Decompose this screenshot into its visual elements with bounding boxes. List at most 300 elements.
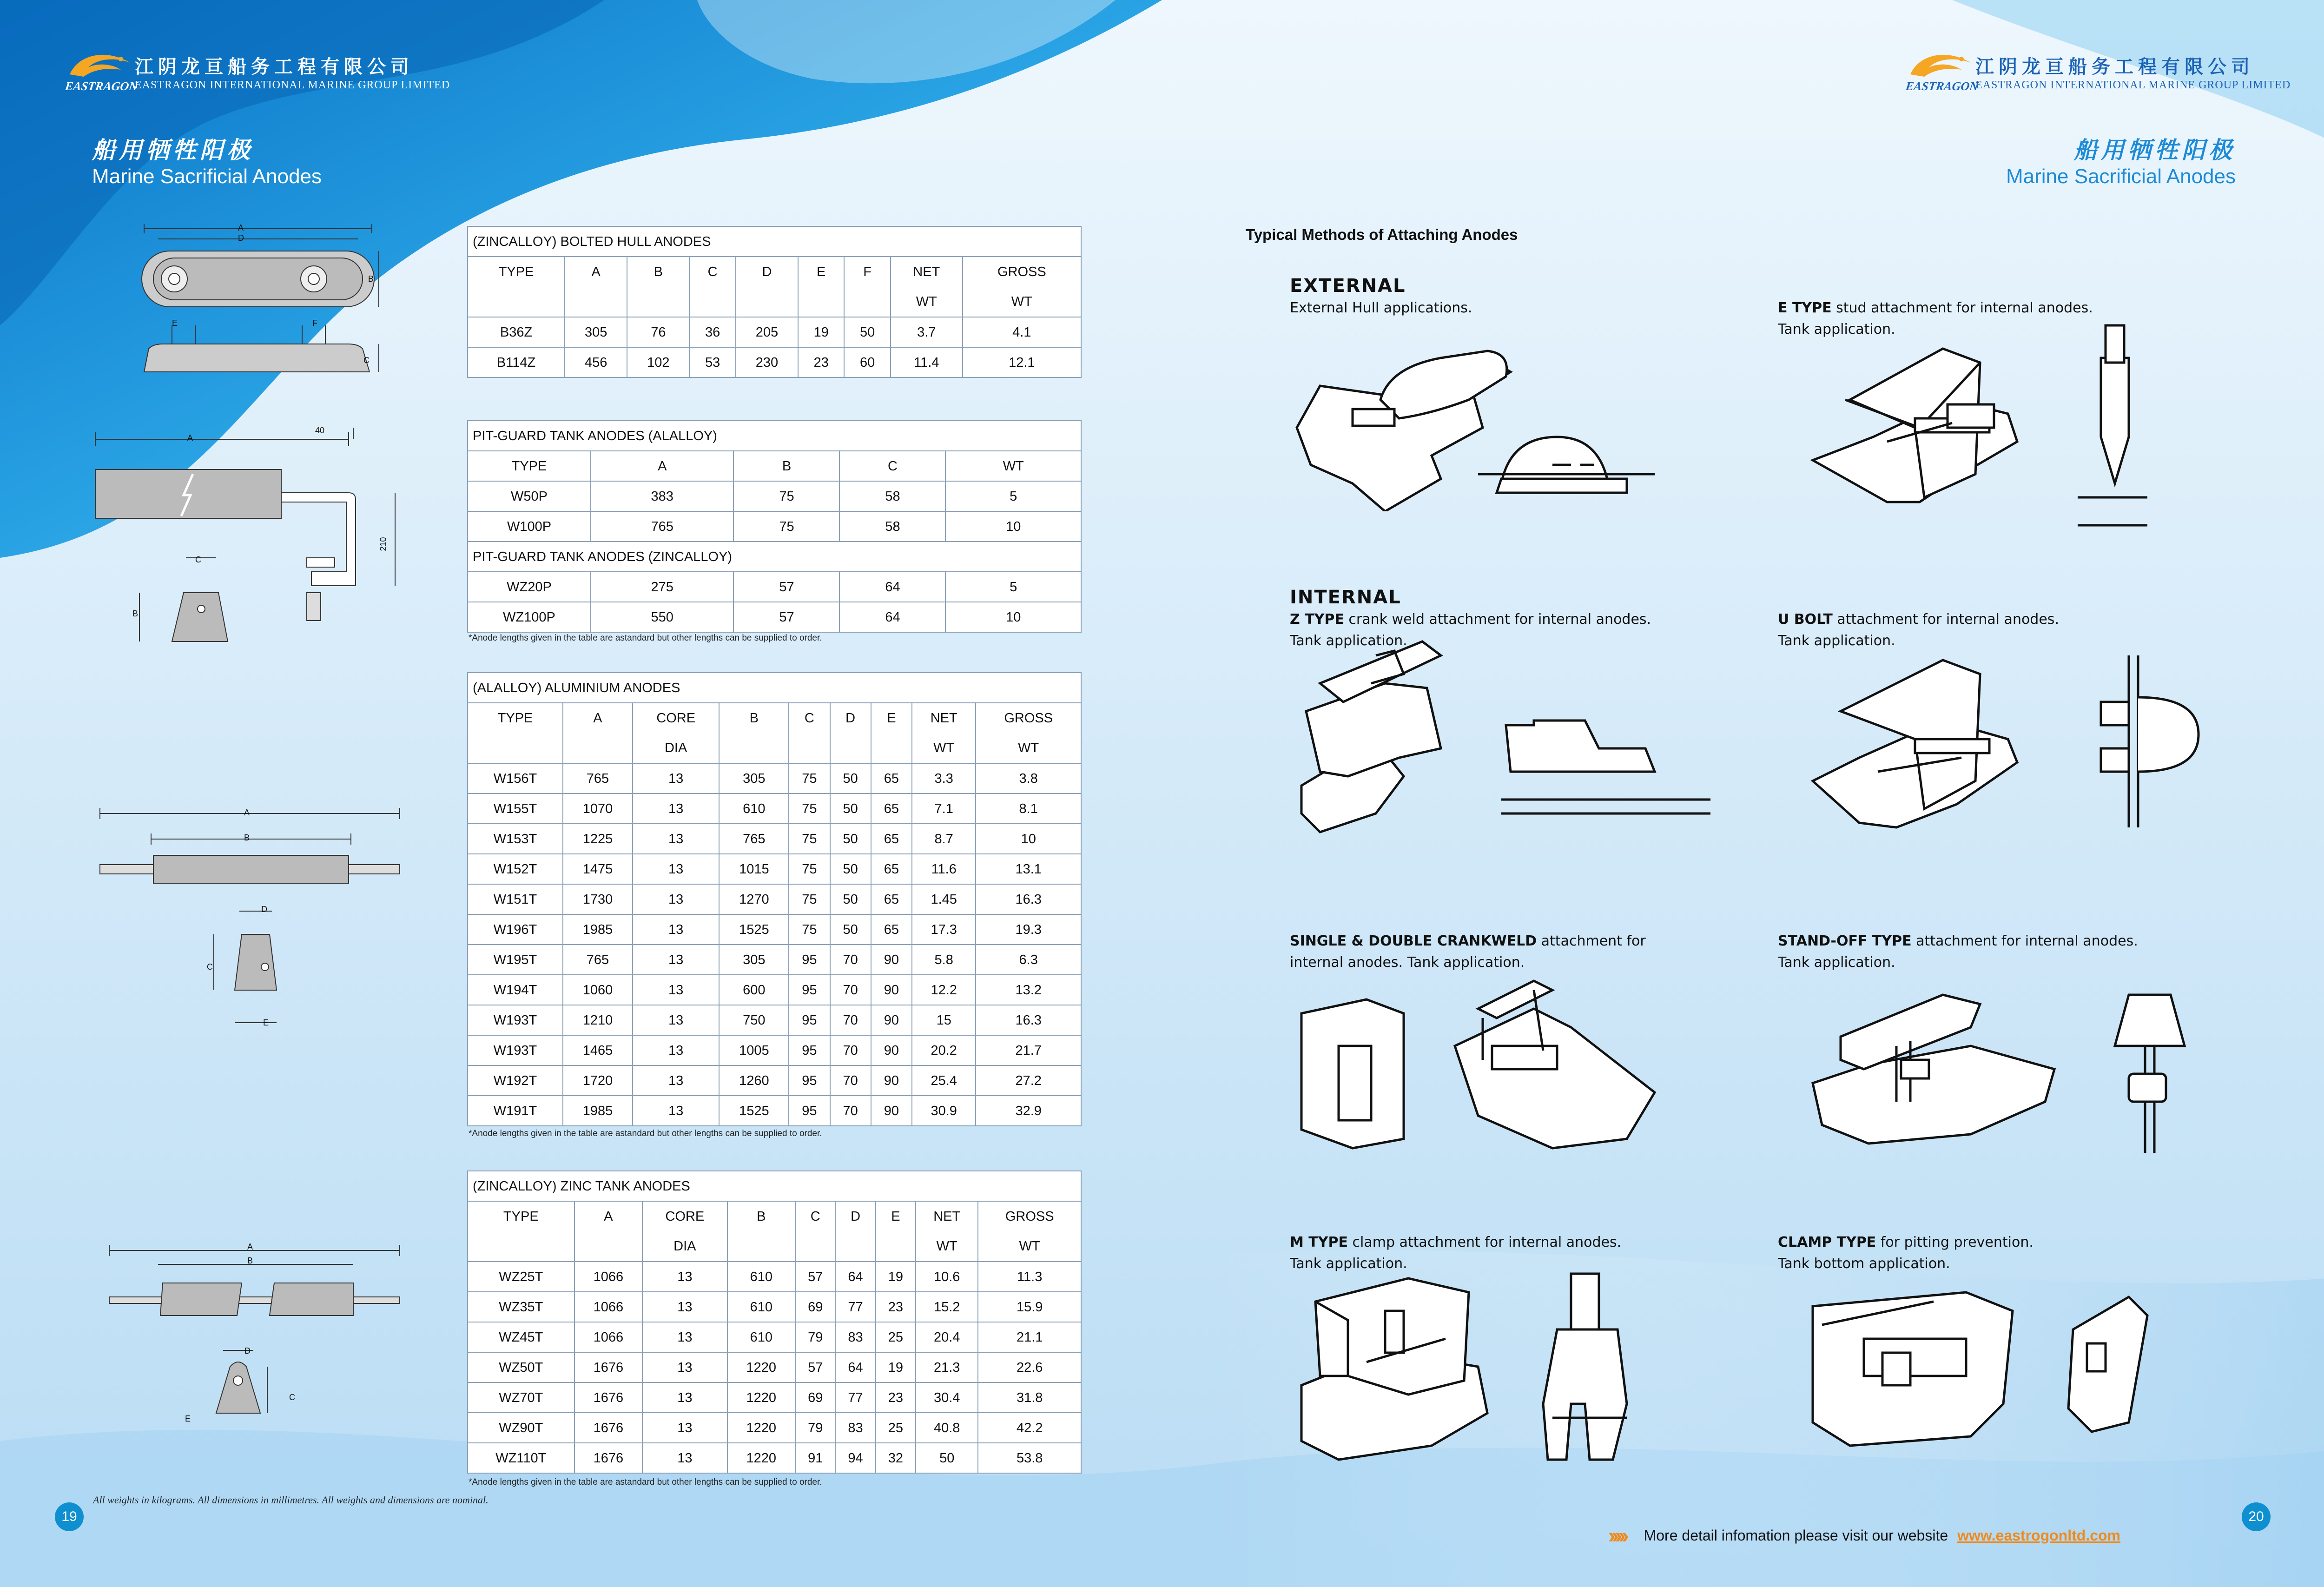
table-cell: 53 — [689, 347, 735, 377]
table-cell: WZ70T — [468, 1382, 574, 1413]
table-cell: 13 — [642, 1352, 727, 1382]
page-number-19: 19 — [49, 1496, 90, 1537]
table-row — [468, 1382, 1081, 1413]
table-cell: 25.4 — [912, 1065, 976, 1096]
dim-label-c: C — [363, 356, 370, 365]
table-title: (ZINCALLOY) ZINC TANK ANODES — [468, 1171, 1081, 1201]
column-header: NET — [891, 257, 963, 287]
website-link[interactable]: www.eastrogonltd.com — [1957, 1527, 2120, 1544]
table-cell: W152T — [468, 854, 563, 884]
dim-label-d-zn: D — [244, 1346, 251, 1356]
table-cell: 32.9 — [976, 1096, 1081, 1126]
column-header-sub — [795, 1231, 835, 1262]
column-header: B — [727, 1201, 796, 1231]
table-cell: 25 — [876, 1322, 916, 1352]
column-header: C — [839, 451, 945, 481]
dim-label-a: A — [238, 223, 244, 232]
table-cell: 50 — [830, 854, 871, 884]
table-cell: WZ100P — [468, 602, 591, 632]
column-header: NET — [916, 1201, 978, 1231]
column-header-sub — [627, 287, 689, 317]
table-cell: 600 — [719, 975, 789, 1005]
table-cell: 3.3 — [912, 763, 976, 794]
table-cell: 91 — [795, 1443, 835, 1473]
table-cell: 60 — [844, 347, 890, 377]
table-cell: 65 — [871, 794, 912, 824]
ubolt-illustration — [1803, 641, 2268, 855]
column-header-sub: DIA — [633, 733, 720, 763]
table-cell: 610 — [727, 1262, 796, 1292]
dim-label-c-zn: C — [289, 1393, 295, 1402]
table-cell: 65 — [871, 824, 912, 854]
column-header: E — [871, 703, 912, 733]
table-cell: 21.7 — [976, 1035, 1081, 1065]
table-header-row — [468, 451, 1081, 481]
left-page-title — [92, 136, 322, 189]
table-row — [468, 481, 1081, 511]
table-cell: 95 — [789, 945, 830, 975]
aluminium-anodes-table — [467, 672, 1082, 1126]
column-header: C — [795, 1201, 835, 1231]
table-row — [468, 1035, 1081, 1065]
table-cell: 1985 — [563, 1096, 633, 1126]
table-cell: 77 — [835, 1382, 875, 1413]
table-cell: 95 — [789, 1096, 830, 1126]
table-cell: 230 — [736, 347, 798, 377]
table-cell: 15 — [912, 1005, 976, 1035]
table-cell: 31.8 — [978, 1382, 1081, 1413]
table-cell: W192T — [468, 1065, 563, 1096]
column-header-sub: WT — [963, 287, 1081, 317]
table-cell: 12.2 — [912, 975, 976, 1005]
table-cell: 57 — [795, 1262, 835, 1292]
left-logo — [65, 46, 474, 102]
table-cell: 1270 — [719, 884, 789, 914]
table-cell: W151T — [468, 884, 563, 914]
table-cell: 69 — [795, 1382, 835, 1413]
table-cell: 13.2 — [976, 975, 1081, 1005]
page-number-20: 20 — [2236, 1496, 2277, 1537]
column-header: A — [565, 257, 627, 287]
table-cell: 7.1 — [912, 794, 976, 824]
table-cell: 1465 — [563, 1035, 633, 1065]
table-row — [468, 572, 1081, 602]
table-cell: 20.2 — [912, 1035, 976, 1065]
table-cell: 1676 — [574, 1352, 643, 1382]
table-cell: 550 — [591, 602, 733, 632]
column-header: GROSS — [976, 703, 1081, 733]
column-header: B — [733, 451, 839, 481]
table-cell: 1066 — [574, 1262, 643, 1292]
table-cell: 75 — [789, 824, 830, 854]
table-cell: 90 — [871, 1005, 912, 1035]
table-cell: 11.4 — [891, 347, 963, 377]
table-cell: 383 — [591, 481, 733, 511]
dim-label-e-al: E — [263, 1018, 269, 1027]
table-row — [468, 1292, 1081, 1322]
table-row — [468, 945, 1081, 975]
table-cell: 13 — [633, 854, 720, 884]
table-cell: 19 — [876, 1352, 916, 1382]
table-cell: 58 — [839, 511, 945, 542]
column-header: E — [876, 1201, 916, 1231]
table-cell: 1730 — [563, 884, 633, 914]
column-header-sub — [565, 287, 627, 317]
table-cell: 21.1 — [978, 1322, 1081, 1352]
table-cell: 21.3 — [916, 1352, 978, 1382]
table-row — [468, 1443, 1081, 1473]
table-cell: 13 — [642, 1292, 727, 1322]
dim-label-b-pit: B — [132, 609, 139, 618]
column-header-sub — [876, 1231, 916, 1262]
zinc-anode-drawing — [102, 1237, 409, 1441]
table-cell: 15.2 — [916, 1292, 978, 1322]
table-cell: 90 — [871, 1065, 912, 1096]
table-cell: 17.3 — [912, 914, 976, 945]
company-name-en: EASTRAGON INTERNATIONAL MARINE GROUP LIMITED — [135, 79, 450, 91]
column-header: GROSS — [978, 1201, 1081, 1231]
table-cell: 58 — [839, 481, 945, 511]
right-title-cn: 船用牺牲阳极 — [2074, 136, 2236, 164]
table-row — [468, 511, 1081, 542]
table-cell: 90 — [871, 1035, 912, 1065]
column-header: F — [844, 257, 890, 287]
column-header-sub — [468, 1231, 574, 1262]
bolted-hull-anode-drawing — [125, 218, 386, 386]
column-header: TYPE — [468, 451, 591, 481]
pit-guard-table — [467, 420, 1082, 633]
table-cell: 11.6 — [912, 854, 976, 884]
column-header: E — [798, 257, 844, 287]
table-cell: 8.7 — [912, 824, 976, 854]
table-cell: 30.9 — [912, 1096, 976, 1126]
aluminium-anode-drawing — [93, 804, 409, 1037]
column-header: GROSS — [963, 257, 1081, 287]
table-header-row — [468, 257, 1081, 287]
column-header-sub: WT — [916, 1231, 978, 1262]
table-row — [468, 794, 1081, 824]
table-cell: 40.8 — [916, 1413, 978, 1443]
table-cell: 95 — [789, 1035, 830, 1065]
table-cell: WZ20P — [468, 572, 591, 602]
table-row — [468, 763, 1081, 794]
table-cell: 50 — [830, 914, 871, 945]
ztype-crankweld-illustration — [1292, 637, 1757, 841]
column-header-sub — [736, 287, 798, 317]
table-cell: 23 — [876, 1382, 916, 1413]
table-caption-row — [468, 226, 1081, 257]
table-cell: 64 — [835, 1262, 875, 1292]
table-cell: 57 — [733, 572, 839, 602]
dim-label-a-pit: A — [187, 433, 193, 443]
table-cell: 1220 — [727, 1413, 796, 1443]
table-cell: 13 — [633, 975, 720, 1005]
table-row — [468, 1005, 1081, 1035]
website-text: More detail infomation please visit our website — [1644, 1527, 1948, 1544]
table-cell: 13 — [633, 884, 720, 914]
pit-guard-note: *Anode lengths given in the table are astandard but other lengths can be supplied to order. — [469, 633, 822, 643]
table-row — [468, 975, 1081, 1005]
mtype-label: M TYPE clamp attachment for internal anodes. Tank application. — [1290, 1234, 1622, 1272]
company-name-cn: 江阴龙亘船务工程有限公司 — [135, 56, 414, 78]
clamp-type-illustration — [1803, 1269, 2268, 1464]
website-line — [1608, 1523, 2120, 1548]
table-cell: 10 — [976, 824, 1081, 854]
table-cell: 1525 — [719, 914, 789, 945]
table-cell: 13 — [633, 945, 720, 975]
table-cell: 64 — [839, 572, 945, 602]
table-cell: 1220 — [727, 1352, 796, 1382]
table-cell: 79 — [795, 1322, 835, 1352]
table-cell: W195T — [468, 945, 563, 975]
table-cell: 13 — [633, 1035, 720, 1065]
table-cell: 8.1 — [976, 794, 1081, 824]
table-cell: 1066 — [574, 1292, 643, 1322]
table-cell: 75 — [789, 763, 830, 794]
company-name-cn-right: 江阴龙亘船务工程有限公司 — [1975, 56, 2254, 78]
zinc-note: *Anode lengths given in the table are astandard but other lengths can be supplied to order. — [469, 1477, 822, 1487]
table-cell: 1220 — [727, 1443, 796, 1473]
crankweld-label: SINGLE & DOUBLE CRANKWELD attachment for internal anodes. Tank application. — [1290, 933, 1646, 971]
table-cell: W153T — [468, 824, 563, 854]
table-cell: 15.9 — [978, 1292, 1081, 1322]
table-cell: 1210 — [563, 1005, 633, 1035]
table-cell: 3.8 — [976, 763, 1081, 794]
column-header-sub: WT — [976, 733, 1081, 763]
table-cell: 765 — [563, 763, 633, 794]
table-cell: 3.7 — [891, 317, 963, 347]
right-title-en: Marine Sacrificial Anodes — [2006, 165, 2236, 188]
table-cell: 5.8 — [912, 945, 976, 975]
column-header-sub — [468, 287, 565, 317]
table-cell: 13 — [633, 763, 720, 794]
table-cell: 1475 — [563, 854, 633, 884]
table-cell: 1005 — [719, 1035, 789, 1065]
table-cell: B114Z — [468, 347, 565, 377]
units-footnote: All weights in kilograms. All dimensions in millimetres. All weights and dimensions are nominal. — [93, 1494, 489, 1506]
right-logo — [1906, 46, 2315, 102]
table-cell: 50 — [830, 794, 871, 824]
column-header: CORE — [642, 1201, 727, 1231]
table-cell: W191T — [468, 1096, 563, 1126]
table-cell: 1220 — [727, 1382, 796, 1413]
table-cell: 90 — [871, 975, 912, 1005]
table-cell: 75 — [733, 481, 839, 511]
table-header-row-2 — [468, 1231, 1081, 1262]
table-header-row-2 — [468, 733, 1081, 763]
table-cell: 275 — [591, 572, 733, 602]
internal-ztype-label: INTERNAL Z TYPE crank weld attachment for internal anodes. Tank application. — [1290, 587, 1651, 649]
table-cell: W156T — [468, 763, 563, 794]
aluminium-note: *Anode lengths given in the table are astandard but other lengths can be supplied to order. — [469, 1129, 822, 1138]
table-cell: WZ50T — [468, 1352, 574, 1382]
table-cell: 1.45 — [912, 884, 976, 914]
table-cell: 19.3 — [976, 914, 1081, 945]
table-cell: W193T — [468, 1005, 563, 1035]
table-cell: 30.4 — [916, 1382, 978, 1413]
table-cell: 6.3 — [976, 945, 1081, 975]
column-header: B — [719, 703, 789, 733]
column-header-sub — [830, 733, 871, 763]
table-cell: WZ110T — [468, 1443, 574, 1473]
dim-label-40: 40 — [315, 426, 325, 435]
table-cell: 20.4 — [916, 1322, 978, 1352]
dim-label-210: 210 — [378, 537, 388, 551]
table-cell: 70 — [830, 1005, 871, 1035]
column-header-sub — [719, 733, 789, 763]
table-cell: W196T — [468, 914, 563, 945]
table-cell: 4.1 — [963, 317, 1081, 347]
column-header: A — [591, 451, 733, 481]
column-header: D — [736, 257, 798, 287]
table-cell: 70 — [830, 975, 871, 1005]
external-hull-illustration — [1292, 325, 1757, 511]
table-cell: 50 — [844, 317, 890, 347]
column-header-sub — [574, 1231, 643, 1262]
column-header-sub: WT — [978, 1231, 1081, 1262]
table-cell: 205 — [736, 317, 798, 347]
table-cell: 1720 — [563, 1065, 633, 1096]
table-cell: 27.2 — [976, 1065, 1081, 1096]
table-cell: B36Z — [468, 317, 565, 347]
table-cell: 765 — [591, 511, 733, 542]
table-cell: 77 — [835, 1292, 875, 1322]
table-cell: 75 — [789, 884, 830, 914]
table-cell: 95 — [789, 975, 830, 1005]
column-header: CORE — [633, 703, 720, 733]
left-title-cn: 船用牺牲阳极 — [92, 136, 254, 164]
standoff-label: STAND-OFF TYPE attachment for internal anodes. Tank application. — [1778, 933, 2138, 971]
table-row — [468, 347, 1081, 377]
table-cell: 50 — [830, 824, 871, 854]
column-header: NET — [912, 703, 976, 733]
table-title: (ZINCALLOY) BOLTED HULL ANODES — [468, 226, 1081, 257]
table-cell: 13 — [633, 1065, 720, 1096]
column-header-sub — [468, 733, 563, 763]
table-row — [468, 1096, 1081, 1126]
table-caption-row — [468, 421, 1081, 451]
table-cell: 23 — [876, 1292, 916, 1322]
table-cell: 19 — [876, 1262, 916, 1292]
table-cell: 1676 — [574, 1443, 643, 1473]
table-cell: 50 — [830, 763, 871, 794]
table-cell: 1066 — [574, 1322, 643, 1352]
column-header-sub: WT — [891, 287, 963, 317]
table-caption-row — [468, 1171, 1081, 1201]
table-cell: 13 — [633, 1096, 720, 1126]
column-header-sub — [727, 1231, 796, 1262]
table-cell: 23 — [798, 347, 844, 377]
crankweld-illustration — [1292, 953, 1757, 1157]
table-cell: 13 — [633, 914, 720, 945]
table-cell: WZ35T — [468, 1292, 574, 1322]
bolted-hull-anodes-table — [467, 226, 1082, 378]
table-cell: 305 — [719, 763, 789, 794]
table-cell: W155T — [468, 794, 563, 824]
column-header: D — [835, 1201, 875, 1231]
external-label: EXTERNAL External Hull applications. — [1290, 275, 1472, 316]
table-cell: 1260 — [719, 1065, 789, 1096]
table-cell: 95 — [789, 1065, 830, 1096]
column-header: C — [689, 257, 735, 287]
table-cell: W100P — [468, 511, 591, 542]
table-cell: 5 — [945, 572, 1081, 602]
table-cell: 1060 — [563, 975, 633, 1005]
table-cell: 69 — [795, 1292, 835, 1322]
table-cell: 13 — [642, 1413, 727, 1443]
table-cell: 90 — [871, 945, 912, 975]
table-cell: 1676 — [574, 1413, 643, 1443]
table-cell: 57 — [795, 1352, 835, 1382]
table-cell: 1015 — [719, 854, 789, 884]
table-cell: 13 — [633, 1005, 720, 1035]
table-cell: 456 — [565, 347, 627, 377]
table-caption-row — [468, 673, 1081, 703]
table-row — [468, 914, 1081, 945]
left-title-en: Marine Sacrificial Anodes — [92, 165, 322, 188]
table-row — [468, 317, 1081, 347]
table-header-row — [468, 703, 1081, 733]
column-header: D — [830, 703, 871, 733]
column-header-sub — [798, 287, 844, 317]
table-cell: 65 — [871, 884, 912, 914]
table-cell: 94 — [835, 1443, 875, 1473]
table-row — [468, 854, 1081, 884]
ubolt-label: U BOLT attachment for internal anodes. Tank application. — [1778, 611, 2059, 649]
dim-label-f: F — [312, 318, 317, 328]
table-cell: 76 — [627, 317, 689, 347]
table-cell: 57 — [733, 602, 839, 632]
table-cell: 70 — [830, 1035, 871, 1065]
table-cell: 10.6 — [916, 1262, 978, 1292]
dragon-logo-icon: EASTRAGON — [65, 49, 135, 100]
table-cell: 90 — [871, 1096, 912, 1126]
dim-label-b-al: B — [244, 833, 250, 842]
table-cell: 750 — [719, 1005, 789, 1035]
column-header: TYPE — [468, 257, 565, 287]
table-cell: 75 — [733, 511, 839, 542]
table-cell: 70 — [830, 1096, 871, 1126]
table-cell: 1225 — [563, 824, 633, 854]
clamp-label: CLAMP TYPE for pitting prevention. Tank bottom application. — [1778, 1234, 2034, 1272]
table-cell: 1676 — [574, 1382, 643, 1413]
dim-label-a-zn: A — [247, 1242, 253, 1251]
etype-stud-illustration — [1803, 321, 2268, 544]
column-header-sub — [871, 733, 912, 763]
column-header: TYPE — [468, 1201, 574, 1231]
table-cell: 50 — [830, 884, 871, 914]
table-row — [468, 1065, 1081, 1096]
table-cell: 32 — [876, 1443, 916, 1473]
table-cell: WZ90T — [468, 1413, 574, 1443]
table-header-row — [468, 1201, 1081, 1231]
table-cell: 13.1 — [976, 854, 1081, 884]
zinc-tank-anodes-table — [467, 1170, 1082, 1474]
table-cell: 12.1 — [963, 347, 1081, 377]
table-row — [468, 824, 1081, 854]
table-row — [468, 602, 1081, 632]
table-cell: 16.3 — [976, 1005, 1081, 1035]
table-row — [468, 884, 1081, 914]
table-cell: 22.6 — [978, 1352, 1081, 1382]
dim-label-d: D — [238, 233, 244, 243]
dim-label-c-al: C — [207, 962, 213, 972]
methods-title: Typical Methods of Attaching Anodes — [1246, 226, 1518, 243]
table-cell: 11.3 — [978, 1262, 1081, 1292]
table-cell: WZ25T — [468, 1262, 574, 1292]
table-cell: 305 — [565, 317, 627, 347]
mtype-clamp-illustration — [1292, 1264, 1757, 1469]
